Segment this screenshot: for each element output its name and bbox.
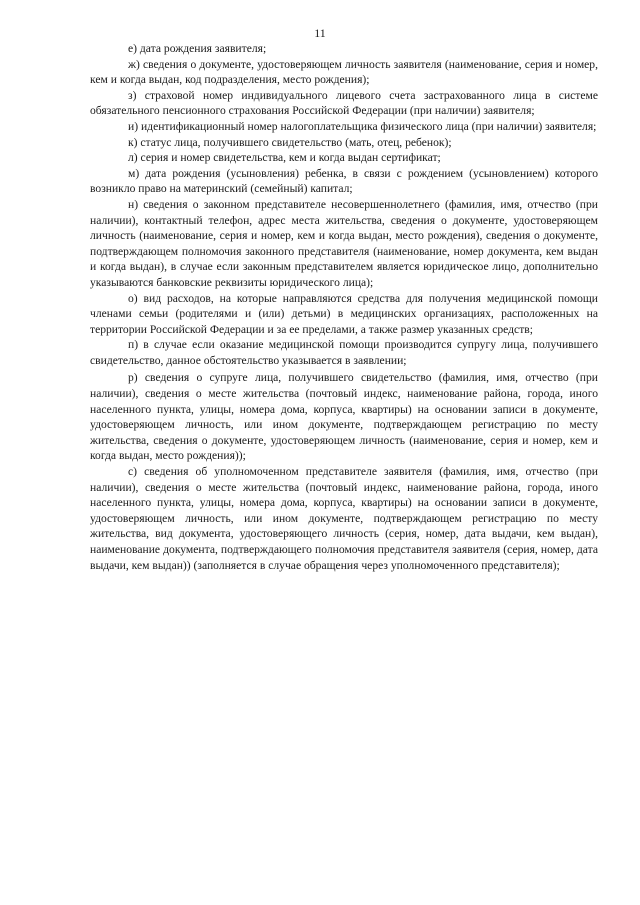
- document-body: [90, 41, 598, 573]
- list-item-z: з) страховой номер индивидуального лицевого счета застрахованного лица в системе обязательного пенсионного страхования Российской Федерации (при наличии) заявителя;: [90, 88, 598, 118]
- page-number: 11: [314, 26, 326, 40]
- list-item-k: к) статус лица, получившего свидетельство (мать, отец, ребенок);: [128, 135, 452, 149]
- list-item-zh: ж) сведения о документе, удостоверяющем личность заявителя (наименование, серия и номер, кем и когда выдан, код подразделения, место рождения);: [90, 57, 598, 87]
- list-item-p: п) в случае если оказание медицинской помощи производится супругу лица, получившего свидетельство, данное обстоятельство указывается в заявлении;: [90, 338, 598, 367]
- list-item-n: н) сведения о законном представителе несовершеннолетнего (фамилия, имя, отчество (при наличии), контактный телефон, адрес места жительства, сведения о документе, удостоверяющем личность (наименование, серия и номер, кем и когда выдан, место рождения), сведения о документе, подтверждающем полномочия законного представителя (наименование, номер документа, кем выдан и когда выдан), в случае если законным представителем является юридическое лицо, дополнительно указываются банковские реквизиты юридического лица);: [90, 197, 598, 289]
- list-item-i: и) идентификационный номер налогоплательщика физического лица (при наличии) заявителя;: [128, 119, 597, 133]
- list-item-e: е) дата рождения заявителя;: [128, 42, 267, 55]
- list-item-l: л) серия и номер свидетельства, кем и когда выдан сертификат;: [128, 151, 441, 165]
- list-item-s: с) сведения об уполномоченном представителе заявителя (фамилия, имя, отчество (при наличии), сведения о месте жительства (почтовый индекс, наименование района, города, иного населенного пункта, улицы, номера дома, корпуса, квартиры) на основании записи в документе, удостоверяющем личность, или ином документе, подтверждающем регистрацию по месту жительства, вид документа, удостоверяющего личность (серия, номер, дата выдачи, кем выдан), наименование документа, подтверждающего полномочия представителя заявителя (серия, номер, дата выдачи, кем выдан)) (заполняется в случае обращения через уполномоченного представителя);: [90, 465, 598, 572]
- list-item-o: о) вид расходов, на которые направляются средства для получения медицинской помощи членами семьи (родителями и (или) детьми) в медицинских организациях, расположенных на территории Российской Федерации и за ее пределами, а также размер указанных средств;: [90, 291, 598, 336]
- list-item-m: м) дата рождения (усыновления) ребенка, в связи с рождением (усыновлением) которого возникло право на материнский (семейный) капитал;: [90, 166, 598, 196]
- list-item-r: р) сведения о супруге лица, получившего свидетельство (фамилия, имя, отчество (при наличии), сведения о месте жительства (почтовый индекс, наименование района, города, иного населенного пункта, улицы, номера дома, корпуса, квартиры) на основании записи в документе, удостоверяющем личность, или ином документе, подтверждающем регистрацию по месту жительства, сведения о документе, удостоверяющем личность (наименование, серия и номер, кем и когда выдан, место рождения));: [90, 371, 598, 463]
